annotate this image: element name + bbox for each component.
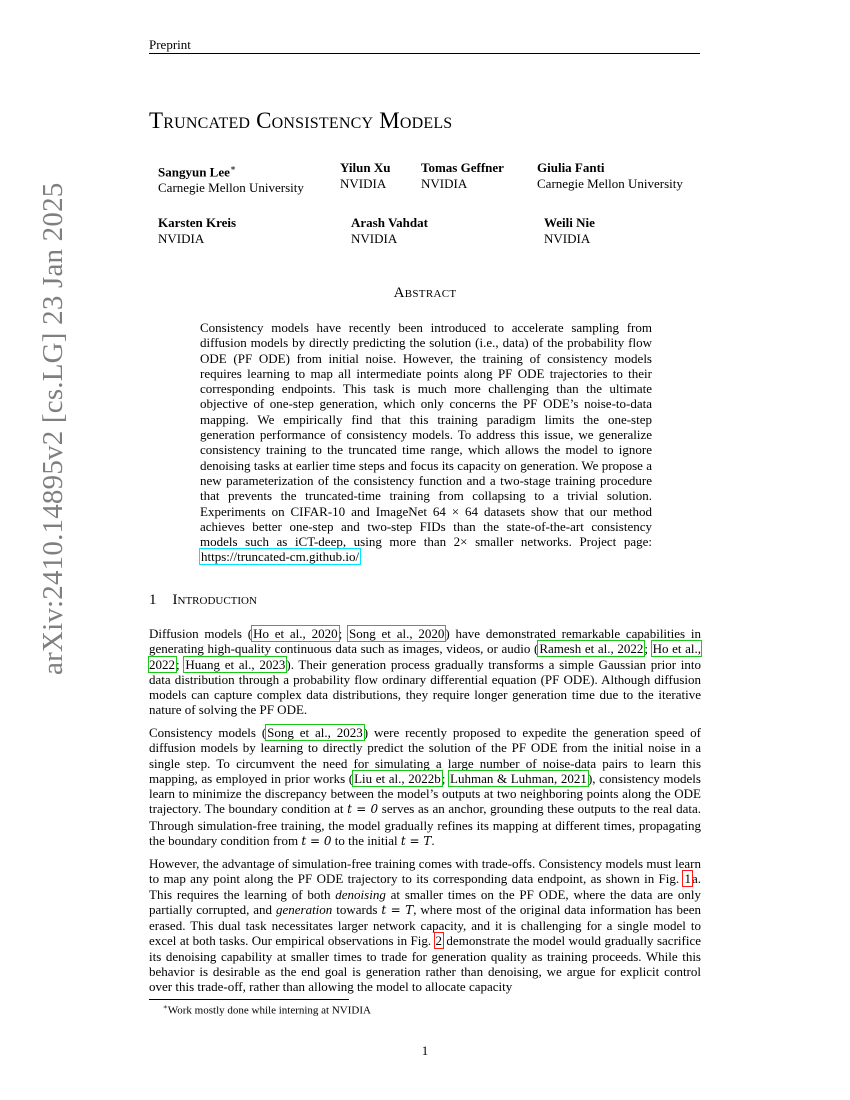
- paper-title: Truncated Consistency Models: [149, 108, 453, 133]
- section-heading: [149, 592, 257, 609]
- citation-link[interactable]: Ramesh et al., 2022: [539, 641, 644, 657]
- author-name: Sangyun Lee: [158, 164, 230, 180]
- citation-link[interactable]: Luhman & Luhman, 2021: [450, 770, 587, 786]
- project-page-label: Project page:: [579, 534, 652, 550]
- section-number: 1: [149, 592, 157, 608]
- citation-link[interactable]: Huang et al., 2023: [185, 656, 286, 672]
- author-block: [340, 160, 390, 192]
- figure-ref-link[interactable]: 2: [435, 933, 443, 949]
- author-affiliation: NVIDIA: [351, 231, 398, 246]
- citation-link[interactable]: Ho et al., 2020: [253, 626, 338, 641]
- footnote-text: Work mostly done while interning at NVIDIA: [167, 1004, 371, 1017]
- arxiv-stamp: arXiv:2410.14895v2 [cs.LG] 23 Jan 2025: [37, 182, 69, 675]
- author-block: [421, 160, 504, 192]
- project-page-link[interactable]: https://truncated-cm.github.io/: [201, 549, 360, 565]
- abstract-heading: Abstract: [393, 285, 457, 301]
- footnote-mark: ∗: [163, 1003, 168, 1011]
- author-name: Tomas Geffner: [421, 160, 504, 175]
- math-inline: t = T: [381, 902, 414, 917]
- paragraph-intro-1: Diffusion models (Ho et al., 2020; Song et al., 2020) have demonstrated remarkable capabilities in generating high-quality continuous data such as images, videos, or audio (Ramesh et al., 2022; Ho et al., 2022; Huang et al., 2023). Their generation process gradually transforms a simple Gaussian prior into data distribution through a probability flow ordinary differential equation (PF ODE). Although diffusion models can capture complex data distributions, they require longer generation time due to the iterative nature of solving the PF ODE.: [149, 626, 702, 718]
- author-name: Arash Vahdat: [351, 215, 428, 230]
- footnote-rule: [149, 999, 349, 1000]
- citation-link[interactable]: Ho et al., 2022: [149, 641, 702, 672]
- footnote: [163, 1003, 371, 1017]
- author-affiliation: NVIDIA: [544, 231, 591, 246]
- page-number: 1: [421, 1043, 429, 1058]
- footnote-marker[interactable]: ∗: [229, 163, 237, 173]
- author-name: Yilun Xu: [340, 160, 391, 175]
- abstract-body: [200, 320, 652, 565]
- author-affiliation: NVIDIA: [421, 176, 468, 191]
- math-inline: t = 0: [347, 802, 379, 817]
- running-header: Preprint: [149, 37, 191, 52]
- author-affiliation: NVIDIA: [158, 231, 205, 246]
- paragraph-intro-2: Consistency models (Song et al., 2023) were recently proposed to expedite the generation speed of diffusion models by learning to directly predict the solution of the PF ODE from the initial noise in a single step. To circumvent the need for simulating a large number of noise-data pairs to learn this mapping, as employed in prior works (Liu et al., 2022b; Luhman & Luhman, 2021), consistency models learn to minimize the discrepancy between the model’s outputs at two neighboring points along the ODE trajectory. The boundary condition at t = 0 serves as an anchor, grounding these outputs to the real data. Through simulation-free training, the model gradually refines its mapping at different times, propagating the boundary condition from t = 0 to the initial t = T.: [149, 725, 702, 849]
- author-block: [537, 160, 683, 192]
- author-name: Giulia Fanti: [537, 160, 605, 175]
- author-block: [158, 160, 304, 196]
- author-affiliation: Carnegie Mellon University: [158, 180, 304, 196]
- paragraph-intro-3: However, the advantage of simulation-free training comes with trade-offs. Consistency models must learn to map any point along the PF ODE trajectory to its corresponding data endpoint, as shown in Fig. 1a. This requires the learning of both denoising at smaller times on the PF ODE, where the data are only partially corrupted, and generation towards t = T, where most of the original data information has been erased. This dual task necessitates larger network capacity, and it is challenging for a single model to excel at both tasks. Our empirical observations in Fig. 2 demonstrate the model would gradually sacrifice its denoising capability at smaller times to trade for generation quality as training proceeds. While this behavior is desirable as the end goal is generation rather than denoising, we argue for explicit control over this trade-off, rather than allowing the model to allocate capacity: [149, 856, 701, 995]
- citation-link[interactable]: Song et al., 2020: [349, 626, 445, 641]
- author-name: Karsten Kreis: [158, 215, 237, 230]
- author-block: [158, 215, 236, 247]
- math-inline: t = 0: [301, 834, 332, 849]
- author-block: [544, 215, 595, 247]
- header-rule: [149, 53, 700, 54]
- citation-link[interactable]: Liu et al., 2022b: [354, 770, 441, 786]
- figure-ref-link[interactable]: 1: [684, 871, 691, 887]
- math-inline: t = T: [400, 834, 432, 849]
- author-affiliation: NVIDIA: [340, 176, 387, 191]
- author-affiliation: Carnegie Mellon University: [537, 176, 683, 191]
- emphasis-text: generation: [275, 901, 333, 917]
- citation-link[interactable]: Song et al., 2023: [267, 725, 363, 740]
- emphasis-text: denoising: [335, 886, 386, 902]
- abstract-text: Consistency models have recently been introduced to accelerate sampling from diffusion models by directly predicting the solution (i.e., data) of the probability flow ODE (PF ODE) from initial noise. However, the training of consistency models requires learning to map all intermediate points along PF ODE trajectories to their corresponding endpoints. This task is much more challenging than the ultimate objective of one-step generation, which only concerns the PF ODE’s noise-to-data mapping. We empirically find that this training paradigm limits the one-step generation performance of consistency models. To address this issue, we generalize consistency training to the truncated time range, which allows the model to ignore denoising tasks at earlier time steps and focus its capacity on generation. We propose a new parameterization of the consistency function and a two-stage training procedure that prevents the truncated-time training from collapsing to a trivial solution. Experiments on CIFAR-10 and ImageNet 64 × 64 datasets show that our method achieves better one-step and two-step FIDs than the state-of-the-art consistency models such as iCT-deep, using more than 2× smaller networks.: [200, 320, 652, 550]
- section-title: Introduction: [172, 592, 257, 608]
- author-name: Weili Nie: [544, 215, 595, 230]
- author-block: [351, 215, 428, 247]
